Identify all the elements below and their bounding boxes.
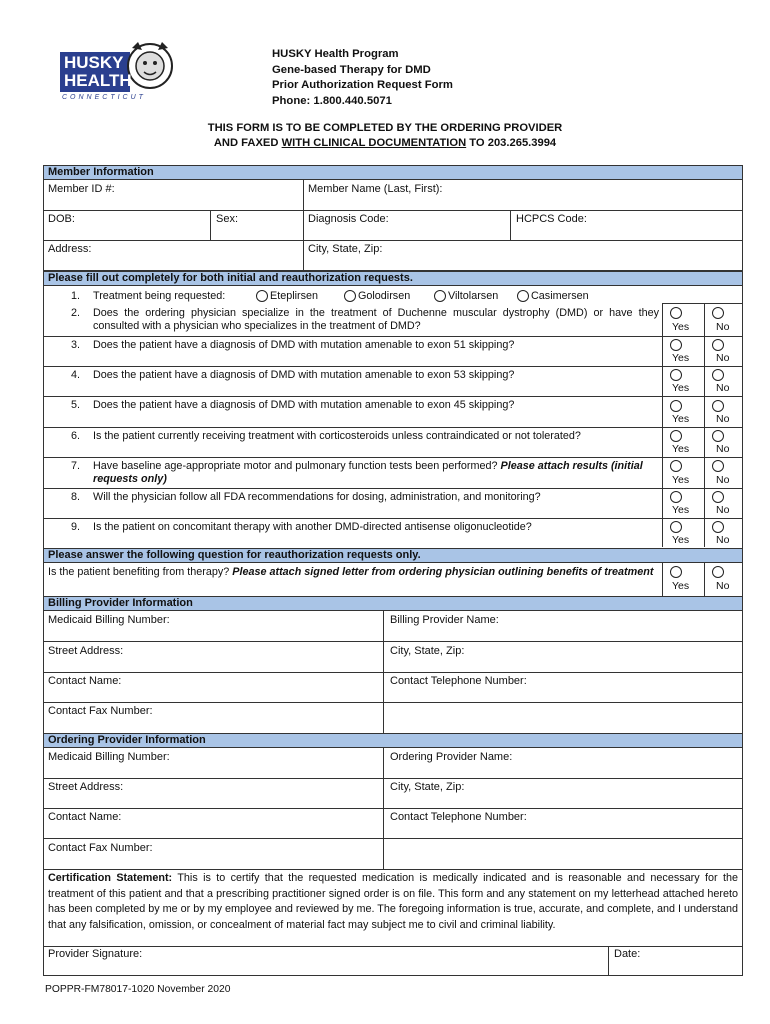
- header-form-title: Prior Authorization Request Form: [272, 79, 453, 91]
- question-6: Is the patient currently receiving treatment with corticosteroids unless contraindicated or not tolerated?: [93, 430, 581, 442]
- no-radio[interactable]: [712, 460, 724, 472]
- question-8: Will the physician follow all FDA recommendations for dosing, administration, and monitoring?: [93, 491, 541, 503]
- yes-radio[interactable]: [670, 400, 682, 412]
- header-therapy: Gene-based Therapy for DMD: [272, 63, 431, 76]
- divider: [44, 336, 742, 337]
- header-phone: Phone: 1.800.440.5071: [272, 94, 392, 107]
- question-italic-note: Please attach results (initial requests only): [93, 460, 643, 485]
- question-number: 1.: [70, 290, 80, 302]
- ordering-medicaid-field[interactable]: Medicaid Billing Number:: [48, 751, 170, 763]
- yes-label: Yes: [672, 413, 690, 425]
- member-section-header: Member Information: [44, 165, 742, 180]
- question-3: Does the patient have a diagnosis of DMD with mutation amenable to exon 51 skipping?: [93, 339, 515, 351]
- divider: [662, 303, 742, 304]
- ordering-street-field[interactable]: Street Address:: [48, 781, 124, 793]
- no-radio[interactable]: [712, 566, 724, 578]
- no-radio[interactable]: [712, 400, 724, 412]
- yes-label: Yes: [672, 580, 690, 592]
- billing-provider-name-field[interactable]: Billing Provider Name:: [390, 614, 499, 626]
- no-radio[interactable]: [712, 521, 724, 533]
- question-9: Is the patient on concomitant therapy with another DMD-directed antisense oligonucleotide?: [93, 521, 532, 533]
- billing-city-field[interactable]: City, State, Zip:: [390, 645, 465, 657]
- divider: [303, 180, 304, 270]
- treatment-question: Treatment being requested:: [93, 290, 226, 302]
- divider: [608, 946, 609, 976]
- logo-word-health: HEALTH: [64, 71, 132, 90]
- no-radio[interactable]: [712, 339, 724, 351]
- no-radio[interactable]: [712, 491, 724, 503]
- divider: [44, 488, 742, 489]
- reauth-italic-note: Please attach signed letter from ordering physician outlining benefits of treatment: [232, 566, 654, 578]
- instruction-text-a: AND FAXED: [213, 137, 282, 149]
- divider: [44, 641, 742, 642]
- divider: [44, 946, 742, 947]
- question-7: [93, 460, 659, 486]
- question-number: 9.: [70, 521, 80, 533]
- yes-label: Yes: [672, 321, 690, 333]
- yes-radio[interactable]: [670, 369, 682, 381]
- billing-street-field[interactable]: Street Address:: [48, 645, 124, 657]
- sex-field[interactable]: Sex:: [216, 213, 239, 225]
- no-radio[interactable]: [712, 307, 724, 319]
- divider: [44, 778, 742, 779]
- logo-word-husky: HUSKY: [64, 53, 124, 72]
- option-eteplirsen: Eteplirsen: [270, 290, 319, 302]
- option-radio[interactable]: [517, 290, 529, 302]
- logo-state: CONNECTICUT: [62, 94, 146, 101]
- divider: [44, 672, 742, 673]
- ordering-section-header: Ordering Provider Information: [44, 733, 742, 748]
- instruction-underlined: WITH CLINICAL DOCUMENTATION: [281, 137, 467, 149]
- instruction-line-1: THIS FORM IS TO BE COMPLETED BY THE ORDERING PROVIDER: [207, 122, 563, 134]
- yes-label: Yes: [672, 382, 690, 394]
- divider: [44, 457, 742, 458]
- question-text: Does the ordering physician specialize in the treatment of Duchenne muscular dystrophy (DMD) or have they consulted with a physician who specializes in the treatment of DMD?: [93, 307, 659, 332]
- member-id-field[interactable]: Member ID #:: [48, 183, 115, 195]
- option-golodirsen: Golodirsen: [358, 290, 411, 302]
- certification-label: Certification Statement:: [48, 872, 173, 884]
- date-field[interactable]: Date:: [614, 948, 641, 960]
- question-5: Does the patient have a diagnosis of DMD with mutation amenable to exon 45 skipping?: [93, 399, 515, 411]
- question-4: Does the patient have a diagnosis of DMD with mutation amenable to exon 53 skipping?: [93, 369, 515, 381]
- diagnosis-code-field[interactable]: Diagnosis Code:: [308, 213, 389, 225]
- question-number: 5.: [70, 399, 80, 411]
- instructions: [0, 121, 770, 151]
- header-program: HUSKY Health Program: [272, 48, 399, 60]
- reauth-question: [48, 566, 658, 579]
- ordering-contact-field[interactable]: Contact Name:: [48, 811, 122, 823]
- divider: [662, 303, 663, 547]
- divider: [44, 808, 742, 809]
- no-label: No: [716, 321, 730, 333]
- yes-radio[interactable]: [670, 307, 682, 319]
- yes-label: Yes: [672, 534, 690, 546]
- yes-label: Yes: [672, 443, 690, 455]
- form-id-footer: POPPR-FM78017-1020 November 2020: [45, 984, 231, 995]
- question-number: 3.: [70, 339, 80, 351]
- divider: [210, 210, 211, 240]
- provider-signature-field[interactable]: Provider Signature:: [48, 948, 143, 960]
- divider: [662, 563, 663, 596]
- no-radio[interactable]: [712, 369, 724, 381]
- reauth-text: Is the patient benefiting from therapy?: [48, 566, 233, 578]
- billing-phone-field[interactable]: Contact Telephone Number:: [390, 675, 527, 687]
- no-radio[interactable]: [712, 430, 724, 442]
- divider: [44, 518, 742, 519]
- no-label: No: [716, 352, 730, 364]
- city-state-zip-field[interactable]: City, State, Zip:: [308, 243, 383, 255]
- no-label: No: [716, 534, 730, 546]
- divider: [44, 210, 742, 211]
- divider: [44, 869, 742, 870]
- reauth-section-header: Please answer the following question for reauthorization requests only.: [44, 548, 742, 563]
- ordering-city-field[interactable]: City, State, Zip:: [390, 781, 465, 793]
- dob-field[interactable]: DOB:: [48, 213, 75, 225]
- yes-radio[interactable]: [670, 566, 682, 578]
- divider: [44, 240, 742, 241]
- no-label: No: [716, 504, 730, 516]
- question-2: [93, 307, 659, 333]
- yes-radio[interactable]: [670, 430, 682, 442]
- divider: [44, 396, 742, 397]
- question-number: 4.: [70, 369, 80, 381]
- divider: [44, 702, 742, 703]
- question-number: 2.: [70, 307, 80, 319]
- yes-label: Yes: [672, 504, 690, 516]
- yes-label: Yes: [672, 352, 690, 364]
- divider: [44, 427, 742, 428]
- billing-fax-field[interactable]: Contact Fax Number:: [48, 705, 153, 717]
- billing-section-header: Billing Provider Information: [44, 596, 742, 611]
- billing-medicaid-field[interactable]: Medicaid Billing Number:: [48, 614, 170, 626]
- certification-text: This is to certify that the requested medication is medically indicated and is reasonable and necessary for the treatment of this patient and that a prescribing practitioner signed order is on file. This form and any statement on my letterhead attached hereto has been completed by me or by my employee and reviewed by me. The foregoing information is true, accurate, and complete, and I understand that any falsification, omission, or concealment of material fact may subject me to civil and criminal liability.: [48, 872, 738, 931]
- member-name-field[interactable]: Member Name (Last, First):: [308, 183, 443, 195]
- yes-radio[interactable]: [670, 460, 682, 472]
- divider: [510, 210, 511, 240]
- yes-label: Yes: [672, 474, 690, 486]
- instruction-text-b: TO 203.265.3994: [466, 137, 557, 149]
- instruction-line-2: [0, 136, 770, 151]
- no-label: No: [716, 382, 730, 394]
- billing-contact-field[interactable]: Contact Name:: [48, 675, 122, 687]
- option-radio[interactable]: [344, 290, 356, 302]
- husky-health-logo: [58, 40, 176, 106]
- divider: [44, 838, 742, 839]
- yes-radio[interactable]: [670, 491, 682, 503]
- option-radio[interactable]: [434, 290, 446, 302]
- option-viltolarsen: Viltolarsen: [448, 290, 499, 302]
- question-number: 8.: [70, 491, 80, 503]
- no-label: No: [716, 474, 730, 486]
- form-header: [272, 47, 453, 109]
- yes-radio[interactable]: [670, 339, 682, 351]
- no-label: No: [716, 443, 730, 455]
- certification-statement: [48, 871, 738, 933]
- question-number: 6.: [70, 430, 80, 442]
- divider: [704, 303, 705, 547]
- no-label: No: [716, 413, 730, 425]
- address-field[interactable]: Address:: [48, 243, 92, 255]
- questions-section-header: Please fill out completely for both initial and reauthorization requests.: [44, 271, 742, 286]
- ordering-fax-field[interactable]: Contact Fax Number:: [48, 842, 153, 854]
- hcpcs-code-field[interactable]: HCPCS Code:: [516, 213, 587, 225]
- question-text: Have baseline age-appropriate motor and pulmonary function tests been performed?: [93, 460, 501, 472]
- option-casimersen: Casimersen: [531, 290, 589, 302]
- no-label: No: [716, 580, 730, 592]
- yes-radio[interactable]: [670, 521, 682, 533]
- ordering-provider-name-field[interactable]: Ordering Provider Name:: [390, 751, 513, 763]
- option-radio[interactable]: [256, 290, 268, 302]
- question-number: 7.: [70, 460, 80, 472]
- divider: [44, 366, 742, 367]
- ordering-phone-field[interactable]: Contact Telephone Number:: [390, 811, 527, 823]
- divider: [704, 563, 705, 596]
